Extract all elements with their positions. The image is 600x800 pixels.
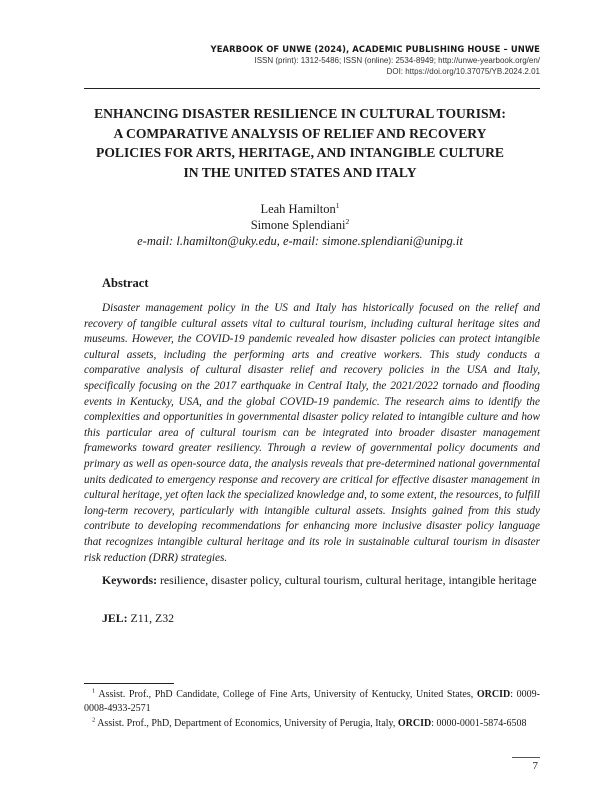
title-line: POLICIES FOR ARTS, HERITAGE, AND INTANGIBLE CULTURE [96,145,504,160]
author-footnote-mark: 1 [335,200,340,210]
paper-title [70,104,530,182]
orcid-label: ORCID [476,689,511,700]
title-line: ENHANCING DISASTER RESILIENCE IN CULTURAL TOURISM: [94,106,506,121]
title-line: IN THE UNITED STATES AND ITALY [183,164,417,180]
footnote-mark: 1 [92,687,96,695]
journal-header [60,44,540,77]
footnote [84,688,540,716]
abstract-text: Disaster management policy in the US and Italy has historically focused on the relief and recovery of tangible cultural assets vital to cultural tourism, including cultural heritage sites and museums. However, the COVID-19 pandemic revealed how disaster policies can protect intangible cultural assets, including the performing arts and creative workers. This study conducts a comparative analysis of cultural disaster relief and recovery policies in the USA and Italy, specifically focusing on the 2017 earthquake in Central Italy, the 2021/2022 tornado and flooding events in Kentucky, USA, and the global COVID-19 pandemic. The research aims to identify the complexities and opportunities in governmental disaster policy related to intangible culture and how this particular area of cultural tourism can be integrated into broader disaster management frameworks toward greater resiliency. Through a review of governmental policy documents and primary as well as open-source data, the analysis reveals that pre-determined national governmental units dedicated to emergency response and recovery are critical for effective disaster management in cultural heritage, yet often lack the specialized knowledge and, to some extent, the resources, to fulfill long-term recovery, particularly with intangible cultural assets. Insights gained from this study contribute to developing recommendations for enhancing more inclusive disaster policy language that recognizes intangible cultural heritage and its role in sustainable cultural tourism in disaster risk reduction (DRR) strategies. [84,302,540,564]
author-name: Simone Splendiani [250,218,346,232]
author-emails: e-mail: l.hamilton@uky.edu, e-mail: simone.splendiani@unipg.it [137,234,463,248]
orcid-id: : 0009-0008-4933-2571 [84,689,540,714]
title-line: A COMPARATIVE ANALYSIS OF RELIEF AND RECOVERY [113,125,487,141]
author [80,201,520,217]
keywords [84,572,540,588]
page-number: 7 [532,760,538,772]
page-number-rule [512,757,540,758]
jel-codes [102,611,174,626]
author-footnote-mark: 2 [345,216,350,226]
keywords-label: Keywords: [102,573,158,587]
footnote-text: Assist. Prof., PhD Candidate, College of Fine Arts, University of Kentucky, United States, [98,689,477,700]
journal-title: YEARBOOK OF UNWE (2024), ACADEMIC PUBLISHING HOUSE – UNWE [210,44,540,54]
footnote-mark: 2 [92,716,96,724]
orcid-id: : 0000-0001-5874-6508 [431,718,527,729]
author-name: Leah Hamilton [260,202,336,216]
issn-line: ISSN (print): 1312-5486; ISSN (online): 2534-8949; http://unwe-yearbook.org/en/ [254,56,540,65]
doi-line: DOI: https://doi.org/10.37075/YB.2024.2.01 [386,67,540,76]
footnote-text: Assist. Prof., PhD, Department of Economics, University of Perugia, Italy, [97,718,398,729]
author-block [80,201,520,249]
orcid-label: ORCID [397,718,432,729]
keywords-text: resilience, disaster policy, cultural tourism, cultural heritage, intangible heritage [160,573,537,587]
jel-label: JEL: [102,611,128,625]
author [80,217,520,233]
abstract-heading: Abstract [102,276,149,290]
footnote [84,717,540,731]
footnote-divider [84,683,174,684]
jel-text: Z11, Z32 [130,611,174,625]
header-divider [84,88,540,89]
footnotes [84,688,540,732]
